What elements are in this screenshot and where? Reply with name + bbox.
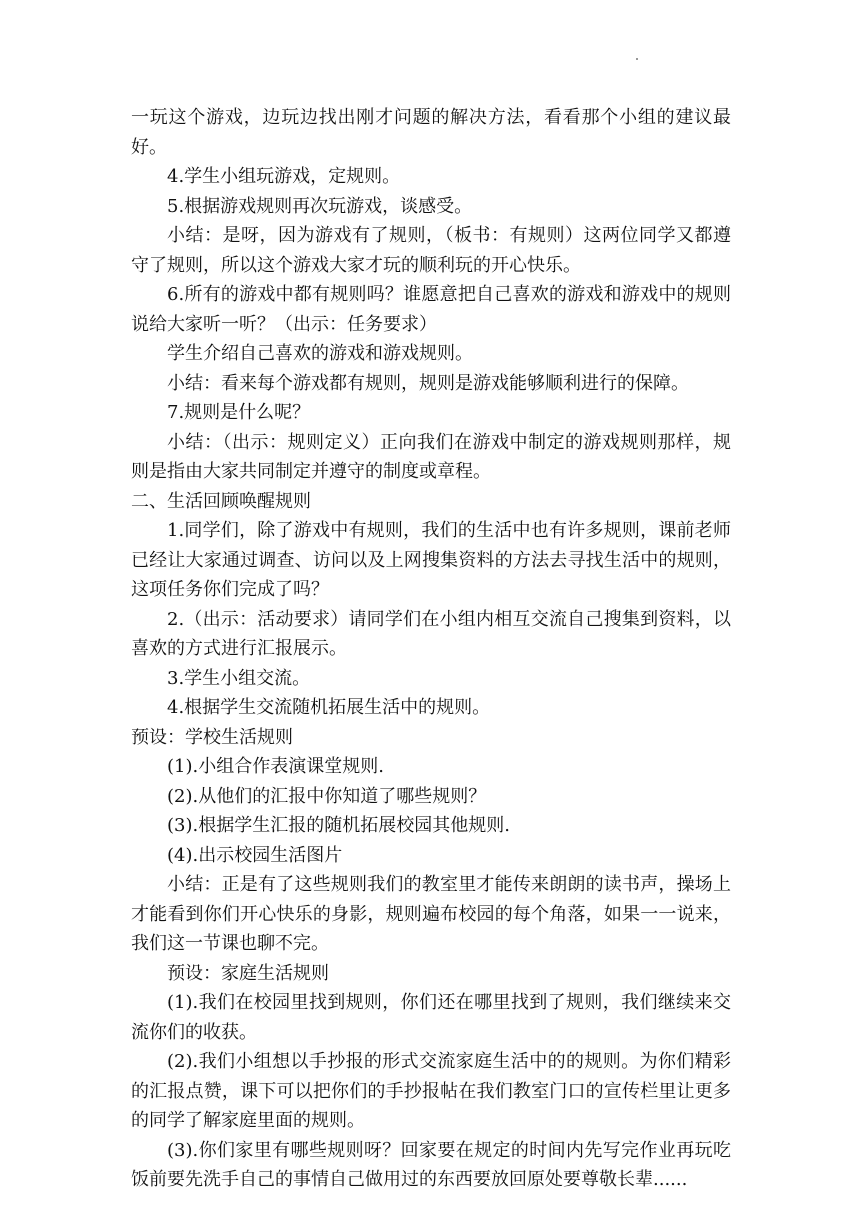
paragraph: 1.同学们，除了游戏中有规则，我们的生活中也有许多规则，课前老师已经让大家通过调查、访问以及上网搜集资料的方法去寻找生活中的规则，这项任务你们完成了吗？	[131, 520, 731, 600]
paragraph: 小结：正是有了这些规则我们的教室里才能传来朗朗的读书声，操场上才能看到你们开心快乐的身影，规则遍布校园的每个角落，如果一一说来，我们这一节课也聊不完。	[131, 874, 731, 954]
paragraph: (1).我们在校园里找到规则，你们还在哪里找到了规则，我们继续来交流你们的收获。	[131, 992, 731, 1043]
paragraph: 小结：是呀，因为游戏有了规则，（板书：有规则）这两位同学又都遵守了规则，所以这个游戏大家才玩的顺利玩的开心快乐。	[131, 225, 731, 276]
paragraph: (3).你们家里有哪些规则呀？回家要在规定的时间内先写完作业再玩吃饭前要先洗手自己的事情自己做用过的东西要放回原处要尊敬长辈......	[131, 1139, 731, 1190]
list-item: (2).从他们的汇报中你知道了哪些规则？	[167, 785, 487, 807]
list-item: (4).出示校园生活图片	[167, 844, 343, 866]
paragraph: 学生介绍自己喜欢的游戏和游戏规则。	[167, 343, 473, 364]
list-item: (1).小组合作表演课堂规则.	[167, 756, 384, 777]
paragraph: (2).我们小组想以手抄报的形式交流家庭生活中的的规则。为你们精彩的汇报点赞，课下可以把你们的手抄报帖在我们教室门口的宣传栏里让更多的同学了解家庭里面的规则。	[131, 1051, 731, 1131]
paragraph: 一玩这个游戏，边玩边找出刚才问题的解决方法，看看那个小组的建议最好。	[131, 107, 731, 158]
paragraph: 预设：学校生活规则	[131, 726, 293, 748]
paragraph: 5.根据游戏规则再次玩游戏，谈感受。	[167, 195, 473, 217]
list-item: (3).根据学生汇报的随机拓展校园其他规则.	[167, 815, 510, 836]
paragraph: 6.所有的游戏中都有规则吗？谁愿意把自己喜欢的游戏和游戏中的规则说给大家听一听？（出示：任务要求）	[131, 284, 731, 335]
paragraph: 2.（出示：活动要求）请同学们在小组内相互交流自己搜集到资料，以喜欢的方式进行汇报展示。	[131, 608, 731, 659]
paragraph: 小结：看来每个游戏都有规则，规则是游戏能够顺利进行的保障。	[167, 372, 689, 394]
paragraph: 7.规则是什么呢？	[167, 402, 311, 423]
paragraph: 4.根据学生交流随机拓展生活中的规则。	[167, 697, 491, 718]
paragraph: 小结：（出示：规则定义）正向我们在游戏中制定的游戏规则那样，规则是指由大家共同制定并遵守的制度或章程。	[131, 431, 731, 482]
paragraph: 预设：家庭生活规则	[167, 962, 329, 984]
section-heading: 二、生活回顾唤醒规则	[131, 490, 311, 512]
paragraph: 3.学生小组交流。	[167, 667, 311, 689]
page-mark	[636, 58, 638, 60]
document-body	[131, 103, 731, 1195]
paragraph: 4.学生小组玩游戏，定规则。	[167, 166, 401, 187]
